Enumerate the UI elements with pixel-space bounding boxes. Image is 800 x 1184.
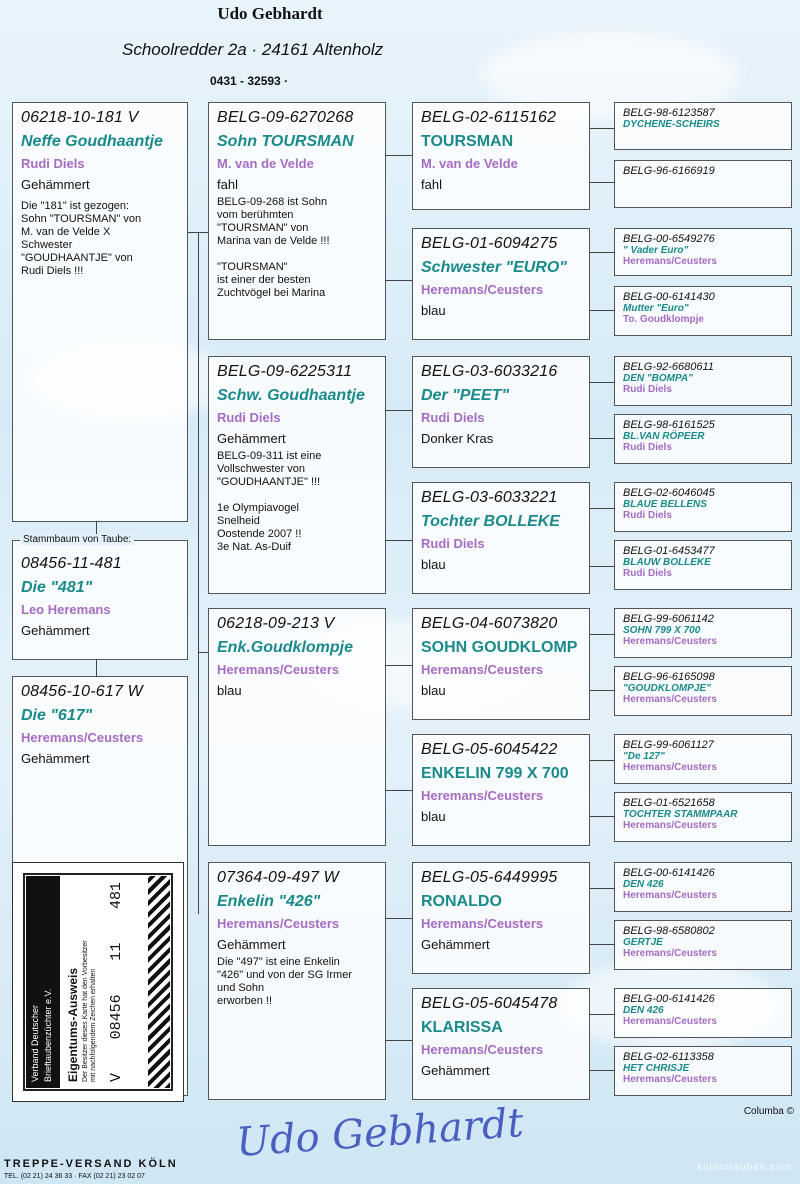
great-grandparent-card (614, 482, 792, 532)
ggp-ring: BELG-00-6141430 (623, 291, 715, 303)
grandparent-card (412, 988, 590, 1100)
ggp-ring: BELG-99-6061127 (623, 739, 714, 751)
grandparent-ring: BELG-03-6033221 (421, 489, 558, 506)
pigeon-description: Die "181" ist gezogen: Sohn "TOURSMAN" von M. van de Velde X Schwester "GOUDHAANTJE" von Rudi Diels !!! (21, 200, 142, 277)
ownership-card (12, 862, 184, 1102)
ggp-name: "GOUDKLOMPJE" (623, 683, 711, 694)
ggp-breeder: Rudi Diels (623, 510, 672, 521)
great-grandparent-card (614, 540, 792, 590)
ggp-breeder: Heremans/Ceusters (623, 1016, 717, 1027)
sire2-name: Enk.Goudklompje (217, 639, 354, 656)
great-grandparent-card (614, 608, 792, 658)
card-year: 11 (108, 942, 125, 961)
ownership-card-frame (23, 873, 173, 1091)
connector-line (198, 232, 199, 914)
grandparent-card (412, 608, 590, 720)
pigeon-card-481 (12, 540, 188, 660)
ggp-breeder: Heremans/Ceusters (623, 762, 717, 773)
ggp-name: BLAUE BELLENS (623, 499, 707, 510)
ggp-ring: BELG-92-6680611 (623, 361, 714, 373)
grandparent-name: RONALDO (421, 893, 502, 910)
connector-line (96, 658, 97, 678)
ggp-name: "De 127" (623, 751, 665, 762)
pigeon-name: Die "481" (21, 579, 93, 596)
ggp-breeder: Rudi Diels (623, 384, 672, 395)
card-number: 481 (108, 882, 125, 910)
great-grandparent-card (614, 356, 792, 406)
grandparent-name: Der "PEET" (421, 387, 510, 404)
great-grandparent-card (614, 862, 792, 912)
grandparent-color: Donker Kras (421, 431, 494, 446)
great-grandparent-card (614, 734, 792, 784)
pigeon-color: Gehämmert (21, 623, 90, 638)
grandparent-color: Gehämmert (421, 937, 490, 952)
dam-ring: BELG-09-6225311 (217, 363, 353, 380)
connector-line (590, 944, 614, 945)
pigeon-color: Gehämmert (21, 177, 90, 192)
grandparent-card (412, 102, 590, 210)
connector-line (590, 816, 614, 817)
ggp-name: BLAUW BOLLEKE (623, 557, 711, 568)
grandparent-color: fahl (421, 177, 442, 192)
connector-line (386, 1040, 412, 1041)
dam2-color: Gehämmert (217, 937, 286, 952)
connector-line (590, 438, 614, 439)
great-grandparent-card (614, 414, 792, 464)
pigeon-ring: 08456-10-617 W (21, 683, 143, 700)
footer-company: TREPPE-VERSAND KÖLN (4, 1158, 178, 1170)
ggp-name: " Vader Euro" (623, 245, 689, 256)
sire-color: fahl (217, 177, 238, 192)
ggp-breeder: Heremans/Ceusters (623, 890, 717, 901)
ggp-breeder: Heremans/Ceusters (623, 948, 717, 959)
ggp-breeder: To. Goudklompje (623, 314, 704, 325)
ggp-name: DEN "BOMPA" (623, 373, 693, 384)
sire-ring: BELG-09-6270268 (217, 109, 354, 126)
ggp-breeder: Rudi Diels (623, 568, 672, 579)
connector-line (590, 566, 614, 567)
connector-line (590, 252, 614, 253)
grandparent-card (412, 356, 590, 468)
grandparent-ring: BELG-01-6094275 (421, 235, 558, 252)
connector-line (386, 790, 412, 791)
connector-line (590, 182, 614, 183)
ggp-ring: BELG-96-6166919 (623, 165, 715, 177)
sire-card (208, 102, 386, 340)
grandparent-color: blau (421, 303, 446, 318)
great-grandparent-card (614, 988, 792, 1038)
pigeon-name: Neffe Goudhaantje (21, 133, 163, 150)
connector-line (590, 888, 614, 889)
card-title: Eigentums-Ausweis (66, 967, 80, 1082)
dam-color: Gehämmert (217, 431, 286, 446)
pigeon-color: Gehämmert (21, 751, 90, 766)
ggp-breeder: Heremans/Ceusters (623, 636, 717, 647)
stammbaum-label: Stammbaum von Taube: (20, 534, 134, 545)
sire-description: BELG-09-268 ist Sohn vom berühmten "TOURSMAN" von Marina van de Velde !!! "TOURSMAN" ist einer der besten Zuchtvögel bei Marina (217, 196, 330, 299)
ggp-ring: BELG-99-6061142 (623, 613, 714, 625)
great-grandparent-card (614, 920, 792, 970)
great-grandparent-card (614, 1046, 792, 1096)
dam2-description: Die "497" ist eine Enkelin "426" und von der SG Irmer und Sohn erworben !! (217, 956, 352, 1007)
sire-name: Sohn TOURSMAN (217, 133, 354, 150)
connector-line (590, 1070, 614, 1071)
ggp-name: HET CHRISJE (623, 1063, 690, 1074)
dam2-name: Enkelin "426" (217, 893, 321, 910)
pigeon-ring: 06218-10-181 V (21, 109, 139, 126)
ggp-ring: BELG-00-6141426 (623, 993, 715, 1005)
signature: Udo Gebhardt (234, 1100, 526, 1166)
pigeon-breeder: Rudi Diels (21, 156, 85, 171)
grandparent-color: blau (421, 683, 446, 698)
grandparent-name: TOURSMAN (421, 133, 514, 150)
grandparent-color: blau (421, 557, 446, 572)
connector-line (198, 652, 208, 653)
pigeon-card-main (12, 102, 188, 522)
grandparent-breeder: Rudi Diels (421, 410, 485, 425)
grandparent-card (412, 734, 590, 846)
owner-address: Schoolredder 2a · 24161 Altenholz (122, 40, 384, 59)
connector-line (386, 665, 412, 666)
ggp-ring: BELG-02-6046045 (623, 487, 715, 499)
ggp-ring: BELG-96-6165098 (623, 671, 715, 683)
grandparent-name: ENKELIN 799 X 700 (421, 765, 569, 782)
dam2-card (208, 862, 386, 1100)
connector-line (590, 382, 614, 383)
sire-breeder: M. van de Velde (217, 156, 314, 171)
great-grandparent-card (614, 160, 792, 208)
ggp-name: DEN 426 (623, 1005, 664, 1016)
ggp-breeder: Heremans/Ceusters (623, 694, 717, 705)
grandparent-ring: BELG-03-6033216 (421, 363, 558, 380)
pigeon-ring: 08456-11-481 (21, 555, 122, 572)
connector-line (590, 1014, 614, 1015)
ownership-card-content (26, 876, 170, 1088)
ggp-name: Mutter "Euro" (623, 303, 689, 314)
ggp-ring: BELG-01-6521658 (623, 797, 715, 809)
grandparent-ring: BELG-05-6045478 (421, 995, 558, 1012)
grandparent-breeder: M. van de Velde (421, 156, 518, 171)
ggp-ring: BELG-02-6113358 (623, 1051, 714, 1063)
ggp-name: SOHN 799 X 700 (623, 625, 701, 636)
grandparent-card (412, 482, 590, 594)
ggp-name: GERTJE (623, 937, 663, 948)
owner-name: Udo Gebhardt (217, 4, 323, 23)
connector-line (386, 918, 412, 919)
ggp-ring: BELG-01-6453477 (623, 545, 715, 557)
ggp-breeder: Rudi Diels (623, 442, 672, 453)
dam-breeder: Rudi Diels (217, 410, 281, 425)
grandparent-name: KLARISSA (421, 1019, 503, 1036)
ggp-ring: BELG-00-6141426 (623, 867, 715, 879)
great-grandparent-card (614, 286, 792, 336)
dam-name: Schw. Goudhaantje (217, 387, 365, 404)
sire2-color: blau (217, 683, 242, 698)
pigeon-name: Die "617" (21, 707, 93, 724)
copyright: Columba © (743, 1106, 794, 1117)
connector-line (590, 760, 614, 761)
watermark: kulzertauben.com (697, 1162, 792, 1173)
connector-line (590, 508, 614, 509)
grandparent-breeder: Heremans/Ceusters (421, 788, 544, 803)
grandparent-color: Gehämmert (421, 1063, 490, 1078)
great-grandparent-card (614, 228, 792, 276)
card-org: Verband Deutscher Brieftaubenzüchter e.V. (26, 876, 60, 1088)
great-grandparent-card (614, 666, 792, 716)
ggp-name: BL.VAN RÖPEER (623, 431, 705, 442)
grandparent-ring: BELG-05-6449995 (421, 869, 558, 886)
card-pattern (148, 876, 170, 1088)
great-grandparent-card (614, 102, 792, 150)
ggp-ring: BELG-98-6580802 (623, 925, 715, 937)
ggp-ring: BELG-00-6549276 (623, 233, 715, 245)
grandparent-breeder: Heremans/Ceusters (421, 282, 544, 297)
ggp-name: DEN 426 (623, 879, 664, 890)
grandparent-color: blau (421, 809, 446, 824)
dam-card (208, 356, 386, 594)
connector-line (386, 155, 412, 156)
grandparent-name: SOHN GOUDKLOMP (421, 639, 578, 656)
grandparent-card (412, 228, 590, 340)
grandparent-breeder: Heremans/Ceusters (421, 662, 544, 677)
ggp-breeder: Heremans/Ceusters (623, 1074, 717, 1085)
ggp-breeder: Heremans/Ceusters (623, 820, 717, 831)
connector-line (590, 310, 614, 311)
ggp-ring: BELG-98-6123587 (623, 107, 715, 119)
pigeon-breeder: Leo Heremans (21, 602, 111, 617)
great-grandparent-card (614, 792, 792, 842)
footer-contact: TEL. (02 21) 24 36 33 · FAX (02 21) 23 02 07 (4, 1173, 145, 1180)
connector-line (386, 410, 412, 411)
connector-line (590, 128, 614, 129)
card-fine-print: Der Besitzer dieses Karte hat den Vorbesitzer mit nachfolgendem Zeichen erhalten (82, 940, 97, 1082)
ggp-name: TOCHTER STAMMPAAR (623, 809, 738, 820)
card-prefix: V (108, 1072, 125, 1082)
connector-line (386, 280, 412, 281)
ggp-breeder: Heremans/Ceusters (623, 256, 717, 267)
dam2-breeder: Heremans/Ceusters (217, 916, 340, 931)
grandparent-ring: BELG-02-6115162 (421, 109, 557, 126)
grandparent-ring: BELG-04-6073820 (421, 615, 558, 632)
connector-line (386, 540, 412, 541)
grandparent-name: Schwester "EURO" (421, 259, 567, 276)
connector-line (590, 634, 614, 635)
pigeon-breeder: Heremans/Ceusters (21, 730, 144, 745)
grandparent-breeder: Heremans/Ceusters (421, 1042, 544, 1057)
grandparent-name: Tochter BOLLEKE (421, 513, 560, 530)
card-code: 08456 (108, 994, 125, 1040)
ggp-ring: BELG-98-6161525 (623, 419, 715, 431)
grandparent-ring: BELG-05-6045422 (421, 741, 558, 758)
connector-line (590, 690, 614, 691)
ggp-name: DYCHENE-SCHEIRS (623, 119, 720, 130)
card-number-row (100, 876, 125, 1088)
sire2-card (208, 608, 386, 846)
grandparent-breeder: Heremans/Ceusters (421, 916, 544, 931)
grandparent-breeder: Rudi Diels (421, 536, 485, 551)
sire2-ring: 06218-09-213 V (217, 615, 335, 632)
sire2-breeder: Heremans/Ceusters (217, 662, 340, 677)
grandparent-card (412, 862, 590, 974)
dam-description: BELG-09-311 ist eine Vollschwester von "GOUDHAANTJE" !!! 1e Olympiavogel Snelheid Oostende 2007 !! 3e Nat. As-Duif (217, 450, 322, 553)
owner-phone: 0431 - 32593 · (210, 74, 289, 88)
dam2-ring: 07364-09-497 W (217, 869, 339, 886)
